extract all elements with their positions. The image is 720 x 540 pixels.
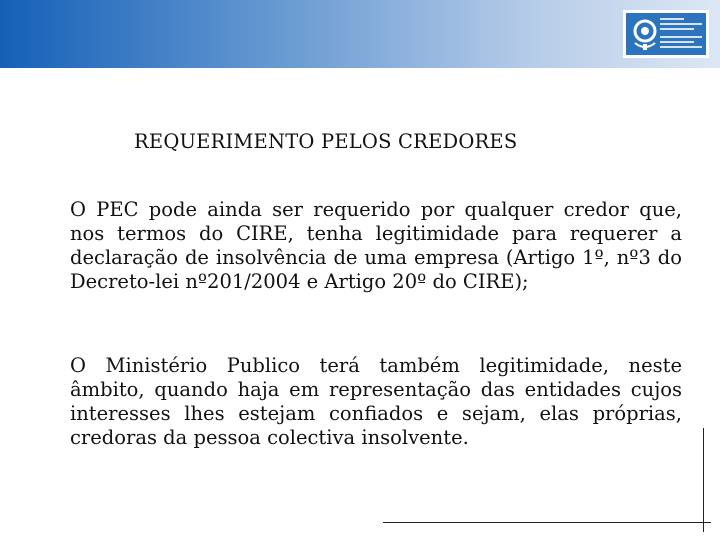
paragraph-ministerio-publico: O Ministério Publico terá também legitimidade, neste âmbito, quando haja em representação das entidades cujos interesses lhes estejam confiados e sejam, elas próprias, credoras da pessoa colectiva insolvente. bbox=[70, 354, 682, 449]
paragraph-credor: O PEC pode ainda ser requerido por qualquer credor que, nos termos do CIRE, tenha legitimidade para requerer a declaração de insolvência de uma empresa (Artigo 1º, nº3 do Decreto-lei nº201/2004 e Artigo 20º do CIRE); bbox=[70, 198, 682, 293]
institution-logo-icon bbox=[623, 10, 709, 58]
logo-panel bbox=[626, 13, 706, 55]
slide-title: REQUERIMENTO PELOS CREDORES bbox=[134, 130, 518, 153]
logo-emblem-icon bbox=[631, 17, 659, 51]
logo-wordmark bbox=[660, 18, 702, 51]
header-band bbox=[0, 0, 720, 68]
corner-rule-vertical bbox=[703, 428, 704, 532]
corner-rule-horizontal bbox=[383, 522, 711, 523]
